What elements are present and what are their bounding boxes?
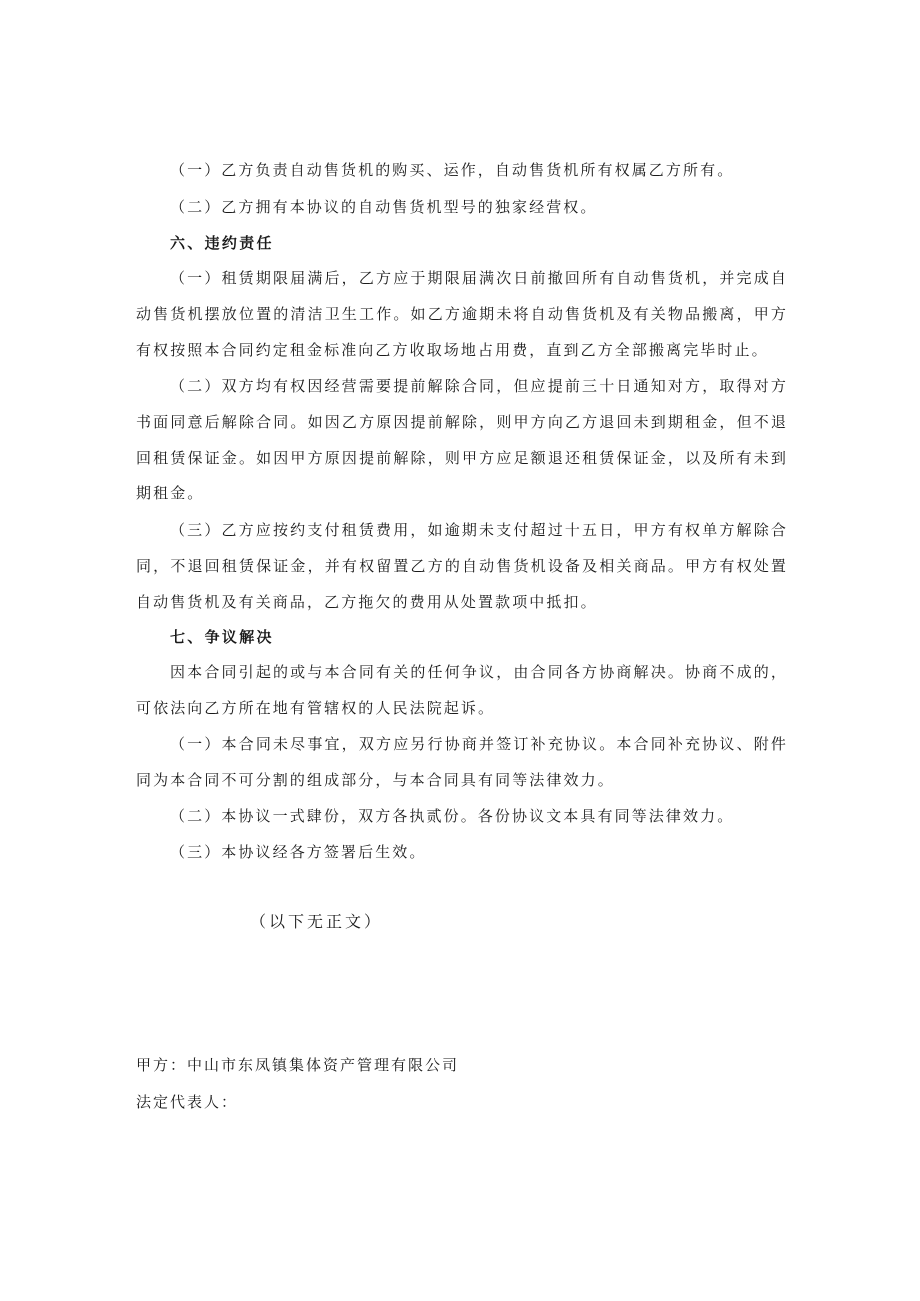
section6-item3-line2: 同，不退回租赁保证金，并有权留置乙方的自动售货机设备及相关商品。甲方有权处置 xyxy=(136,557,788,575)
section7-item1-line2: 同为本合同不可分割的组成部分，与本合同具有同等法律效力。 xyxy=(136,771,615,789)
section6-item2-line3: 回租赁保证金。如因甲方原因提前解除，则甲方应足额退还租赁保证金，以及所有未到 xyxy=(136,449,788,467)
section7-item2: （二）本协议一式肆份，双方各执贰份。各份协议文本具有同等法律效力。 xyxy=(170,807,735,825)
section7-item1-line1: （一）本合同未尽事宜，双方应另行协商并签订补充协议。本合同补充协议、附件 xyxy=(170,735,788,753)
section6-item2-line1: （二）双方均有权因经营需要提前解除合同，但应提前三十日通知对方，取得对方 xyxy=(170,377,788,395)
section6-heading: 六、违约责任 xyxy=(170,234,274,252)
section6-item3-line1: （三）乙方应按约支付租赁费用，如逾期未支付超过十五日，甲方有权单方解除合 xyxy=(170,521,788,539)
section7-intro-line1: 因本合同引起的或与本合同有关的任何争议，由合同各方协商解决。协商不成的， xyxy=(170,663,788,681)
section6-item1-line3: 有权按照本合同约定租金标准向乙方收取场地占用费，直到乙方全部搬离完毕时止。 xyxy=(136,341,769,359)
party-a-signature: 甲方：中山市东凤镇集体资产管理有限公司 xyxy=(136,1056,460,1074)
section5-item1: （一）乙方负责自动售货机的购买、运作，自动售货机所有权属乙方所有。 xyxy=(170,161,735,179)
section6-item1-line1: （一）租赁期限届满后，乙方应于期限届满次日前撤回所有自动售货机，并完成自 xyxy=(170,269,788,287)
section6-item2-line4: 期租金。 xyxy=(136,484,205,502)
section6-item1-line2: 动售货机摆放位置的清洁卫生工作。如乙方逾期未将自动售货机及有关物品搬离，甲方 xyxy=(136,305,788,323)
section7-heading: 七、争议解决 xyxy=(170,628,274,646)
legal-representative-signature: 法定代表人： xyxy=(136,1093,239,1111)
section5-item2: （二）乙方拥有本协议的自动售货机型号的独家经营权。 xyxy=(170,198,598,216)
section6-item3-line3: 自动售货机及有关商品，乙方拖欠的费用从处置款项中抵扣。 xyxy=(136,593,598,611)
end-of-text-note: （以下无正文） xyxy=(250,912,384,931)
section7-intro-line2: 可依法向乙方所在地有管辖权的人民法院起诉。 xyxy=(136,699,496,717)
section7-item3: （三）本协议经各方签署后生效。 xyxy=(170,843,427,861)
section6-item2-line2: 书面同意后解除合同。如因乙方原因提前解除，则甲方向乙方退回未到期租金，但不退 xyxy=(136,413,788,431)
